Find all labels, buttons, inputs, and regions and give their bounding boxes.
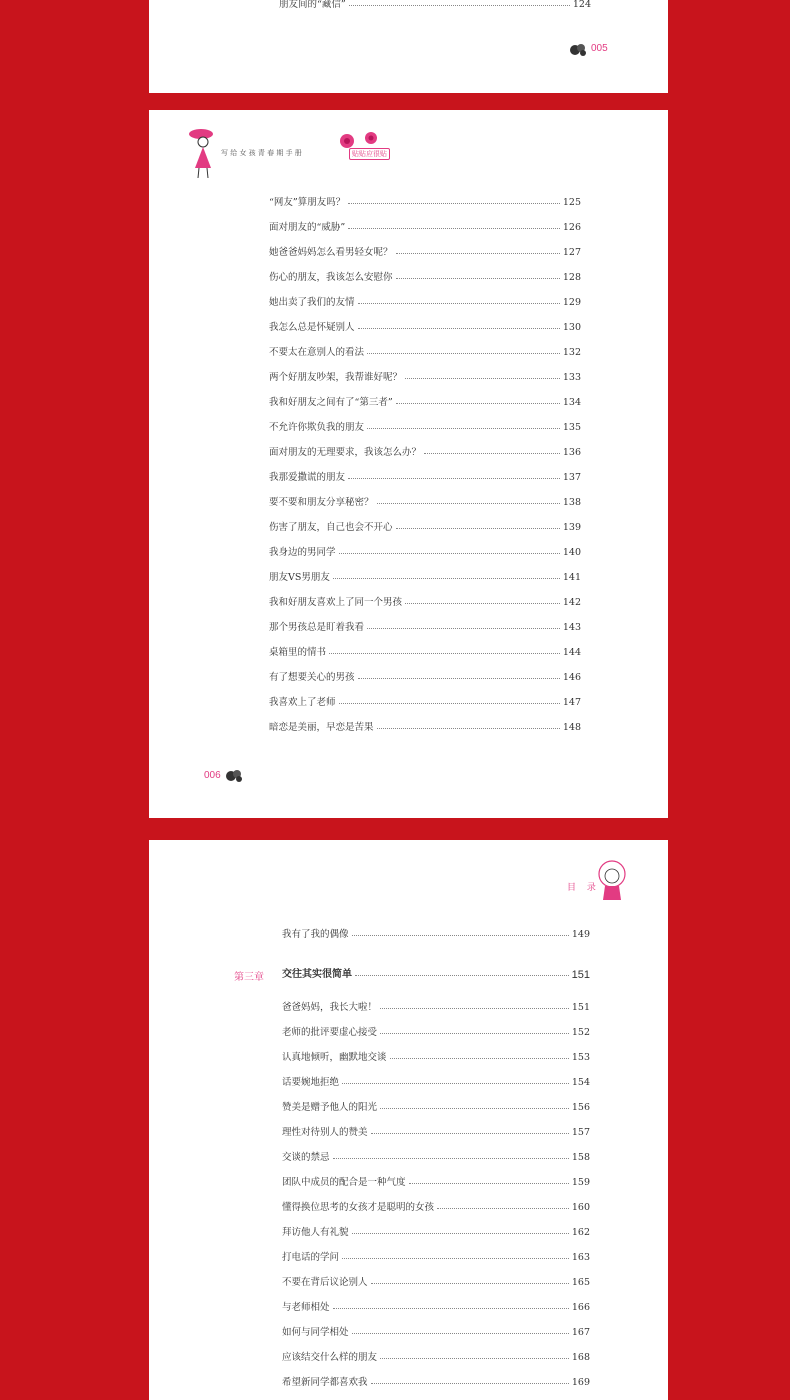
toc-entry-title: 不要太在意别人的看法	[269, 347, 365, 358]
chapter-title: 交往其实很简单	[282, 969, 352, 980]
toc-entry	[279, 0, 591, 12]
toc-leader	[348, 203, 560, 204]
toc-entry-page: 144	[562, 647, 581, 658]
toc-entry	[282, 1076, 590, 1090]
toc-entry-page: 162	[571, 1227, 590, 1238]
toc-leader	[371, 1133, 569, 1134]
toc-entry	[269, 371, 581, 385]
toc-entry	[269, 521, 581, 535]
book-page-middle	[149, 110, 668, 818]
toc-entry	[269, 221, 581, 235]
toc-entry-title: 懂得换位思考的女孩才是聪明的女孩	[282, 1202, 435, 1213]
toc-entry-page: 146	[562, 672, 581, 683]
toc-entry	[269, 271, 581, 285]
toc-leader	[352, 1333, 569, 1334]
toc-leader	[405, 378, 560, 379]
toc-entry-page: 157	[571, 1127, 590, 1138]
chapter-page: 151	[571, 969, 590, 981]
toc-entry	[282, 1301, 590, 1315]
toc-entry-title: 面对朋友的无理要求，我该怎么办？	[269, 447, 422, 458]
toc-entry-title: 爸爸妈妈，我长大啦！	[282, 1002, 378, 1013]
flower-ornament-icon	[225, 768, 245, 784]
toc-entry	[269, 621, 581, 635]
toc-entry-title: 不允许你欺负我的朋友	[269, 422, 365, 433]
toc-leader	[333, 1308, 569, 1309]
toc-entry	[282, 928, 590, 942]
toc-entry	[269, 571, 581, 585]
toc-leader	[342, 1083, 569, 1084]
toc-entry-page: 165	[571, 1277, 590, 1288]
toc-leader	[352, 1233, 569, 1234]
toc-entry-page: 130	[562, 322, 581, 333]
toc-entry-title: 打电话的学问	[282, 1252, 340, 1263]
book-page-top	[149, 0, 668, 93]
contents-label: 目 录	[567, 883, 600, 893]
toc-entry-page: 168	[571, 1352, 590, 1363]
toc-entry-title: 话要婉地拒绝	[282, 1077, 340, 1088]
toc-entry-title: 老师的批评要虚心接受	[282, 1027, 378, 1038]
toc-leader	[333, 1158, 569, 1159]
toc-entry-title: 认真地倾听，幽默地交谈	[282, 1052, 387, 1063]
toc-entry	[269, 671, 581, 685]
toc-entry-title: 朋友VS男朋友	[269, 572, 330, 583]
toc-entry-page: 156	[571, 1102, 590, 1113]
toc-leader	[348, 228, 560, 229]
toc-entry-page: 151	[571, 1002, 590, 1013]
toc-entry	[282, 1126, 590, 1140]
toc-entry-page: 133	[562, 372, 581, 383]
toc-entry-title: 有了想要关心的男孩	[269, 672, 355, 683]
toc-entry	[282, 1001, 590, 1015]
toc-entry-title: 桌箱里的情书	[269, 647, 327, 658]
toc-leader	[349, 5, 570, 6]
toc-entry-page: 154	[571, 1077, 590, 1088]
toc-entry	[282, 1151, 590, 1165]
toc-entry-title: 应该结交什么样的朋友	[282, 1352, 378, 1363]
toc-leader	[371, 1283, 569, 1284]
girl-with-umbrella-icon	[187, 126, 219, 181]
toc-leader	[329, 653, 560, 654]
toc-entry	[269, 196, 581, 210]
toc-leader	[377, 503, 560, 504]
toc-leader	[358, 678, 560, 679]
toc-entry	[282, 1176, 590, 1190]
toc-entry-page: 137	[562, 472, 581, 483]
toc-entry-page: 158	[571, 1152, 590, 1163]
toc-entry-title: 我和好朋友喜欢上了同一个男孩	[269, 597, 403, 608]
toc-entry-title: 拜访他人有礼貌	[282, 1227, 349, 1238]
toc-entry-title: 如何与同学相处	[282, 1327, 349, 1338]
toc-leader	[396, 403, 560, 404]
toc-entry-title: “网友”算朋友吗？	[269, 197, 346, 208]
toc-leader	[437, 1208, 569, 1209]
toc-entry	[269, 346, 581, 360]
toc-entry-title: 团队中成员的配合是一种气度	[282, 1177, 406, 1188]
toc-entry	[269, 396, 581, 410]
toc-entry-title: 我喜欢上了老师	[269, 697, 336, 708]
chapter-heading	[282, 968, 590, 982]
toc-leader	[380, 1033, 569, 1034]
toc-entry-page: 167	[571, 1327, 590, 1338]
book-page-bottom	[149, 840, 668, 1400]
toc-leader	[424, 453, 560, 454]
toc-entry	[269, 546, 581, 560]
toc-entry	[269, 296, 581, 310]
toc-entry-page: 160	[571, 1202, 590, 1213]
toc-entry-title: 不要在背后议论别人	[282, 1277, 368, 1288]
toc-entry-page: 132	[562, 347, 581, 358]
toc-entry	[269, 321, 581, 335]
toc-entry-page: 129	[562, 297, 581, 308]
toc-entry-title: 伤害了朋友，自己也会不开心	[269, 522, 393, 533]
toc-entry	[269, 696, 581, 710]
toc-entry-page: 166	[571, 1302, 590, 1313]
girl-portrait-icon	[595, 858, 629, 902]
toc-leader	[333, 578, 560, 579]
toc-entry-title: 我那爱撒谎的朋友	[269, 472, 346, 483]
toc-entry	[269, 246, 581, 260]
toc-entry-title: 她爸爸妈妈怎么看男轻女呢？	[269, 247, 393, 258]
toc-entry-page: 141	[562, 572, 581, 583]
toc-entry-title: 我和好朋友之间有了“第三者”	[269, 397, 393, 408]
book-subtitle-badge: 贴贴应很贴	[349, 148, 390, 160]
toc-entry-title: 朋友间的“藏信”	[279, 0, 346, 10]
toc-entry-page: 163	[571, 1252, 590, 1263]
toc-leader	[380, 1008, 569, 1009]
toc-entry-page: 127	[562, 247, 581, 258]
toc-entry-page: 140	[562, 547, 581, 558]
toc-entry-title: 我身边的男同学	[269, 547, 336, 558]
toc-leader	[396, 278, 560, 279]
page-number: 005	[591, 43, 608, 54]
toc-leader	[348, 478, 560, 479]
toc-entry-page: 139	[562, 522, 581, 533]
chapter-number: 第三章	[234, 972, 264, 983]
toc-entry-page: 143	[562, 622, 581, 633]
toc-entry	[282, 1226, 590, 1240]
toc-entry-page: 128	[562, 272, 581, 283]
toc-entry-title: 两个好朋友吵架，我帮谁好呢？	[269, 372, 403, 383]
toc-entry-page: 138	[562, 497, 581, 508]
page-number: 006	[204, 770, 221, 781]
toc-leader	[371, 1383, 569, 1384]
toc-leader	[358, 328, 560, 329]
toc-entry-page: 126	[562, 222, 581, 233]
flower-ornament-icon	[569, 42, 589, 58]
toc-entry-page: 136	[562, 447, 581, 458]
toc-entry-page: 148	[562, 722, 581, 733]
toc-leader	[390, 1058, 569, 1059]
toc-entry-page: 147	[562, 697, 581, 708]
toc-entry-title: 我怎么总是怀疑别人	[269, 322, 355, 333]
toc-entry	[282, 1251, 590, 1265]
toc-entry	[269, 446, 581, 460]
toc-entry-title: 与老师相处	[282, 1302, 330, 1313]
toc-leader	[355, 975, 569, 976]
toc-entry	[282, 1101, 590, 1115]
toc-entry-page: 153	[571, 1052, 590, 1063]
toc-entry-title: 理性对待别人的赞美	[282, 1127, 368, 1138]
toc-entry	[269, 596, 581, 610]
toc-entry-title: 伤心的朋友，我该怎么安慰你	[269, 272, 393, 283]
toc-entry-page: 142	[562, 597, 581, 608]
toc-entry-title: 面对朋友的“威胁”	[269, 222, 346, 233]
toc-entry-title: 那个男孩总是盯着我看	[269, 622, 365, 633]
toc-entry-title: 希望新同学都喜欢我	[282, 1377, 368, 1388]
toc-entry	[269, 496, 581, 510]
toc-leader	[380, 1358, 569, 1359]
book-title-header: 写 给 女 孩 青 春 期 手 册	[221, 149, 302, 157]
toc-entry-title: 暗恋是美丽，早恋是苦果	[269, 722, 374, 733]
toc-entry	[282, 1351, 590, 1365]
toc-entry-page: 135	[562, 422, 581, 433]
toc-entry	[282, 1051, 590, 1065]
toc-entry-title: 我有了我的偶像	[282, 929, 349, 940]
toc-leader	[396, 528, 560, 529]
toc-leader	[396, 253, 560, 254]
toc-entry-page: 124	[572, 0, 591, 10]
toc-entry-title: 交谈的禁忌	[282, 1152, 330, 1163]
toc-leader	[352, 935, 569, 936]
toc-leader	[409, 1183, 569, 1184]
toc-leader	[405, 603, 560, 604]
toc-entry-title: 她出卖了我们的友情	[269, 297, 355, 308]
toc-entry	[282, 1201, 590, 1215]
toc-entry	[269, 421, 581, 435]
toc-entry-page: 169	[571, 1377, 590, 1388]
toc-entry	[282, 1326, 590, 1340]
toc-entry	[282, 1026, 590, 1040]
toc-leader	[342, 1258, 569, 1259]
toc-leader	[367, 428, 560, 429]
toc-leader	[339, 553, 560, 554]
toc-entry-page: 149	[571, 929, 590, 940]
toc-entry-page: 152	[571, 1027, 590, 1038]
toc-entry-page: 125	[562, 197, 581, 208]
toc-entry-page: 159	[571, 1177, 590, 1188]
toc-leader	[380, 1108, 569, 1109]
toc-entry	[269, 646, 581, 660]
toc-entry-title: 赞美是赠予他人的阳光	[282, 1102, 378, 1113]
toc-entry-page: 134	[562, 397, 581, 408]
toc-leader	[358, 303, 560, 304]
toc-entry-title: 要不要和朋友分享秘密？	[269, 497, 374, 508]
toc-entry	[269, 721, 581, 735]
toc-entry	[282, 1276, 590, 1290]
toc-leader	[367, 628, 560, 629]
toc-leader	[339, 703, 560, 704]
toc-entry	[269, 471, 581, 485]
toc-leader	[377, 728, 560, 729]
toc-leader	[367, 353, 560, 354]
